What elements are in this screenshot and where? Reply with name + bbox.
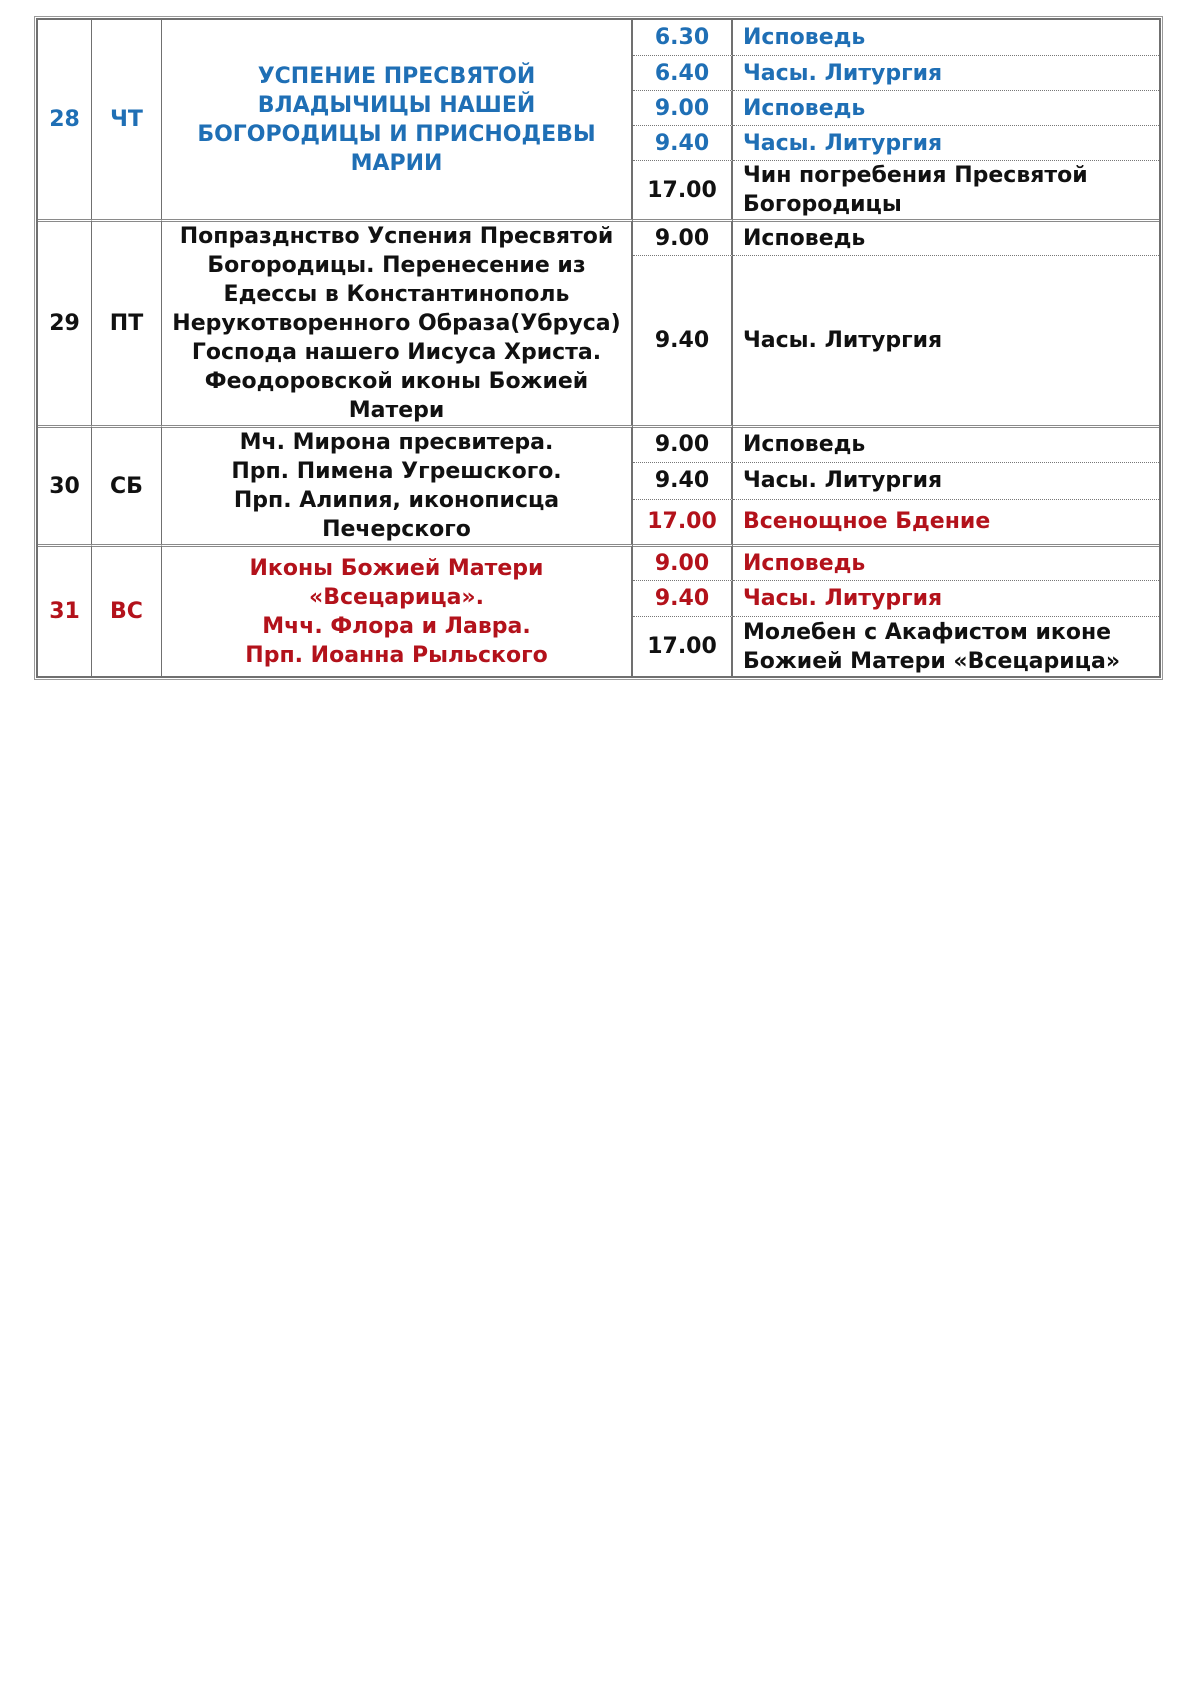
service-time: 9.40 xyxy=(633,125,733,160)
service-name-line: Молебен с Акафистом иконе xyxy=(743,619,1112,645)
day-number: 31 xyxy=(38,544,92,676)
service-time: 17.00 xyxy=(633,616,733,676)
service-name: Часы. Литургия xyxy=(733,255,1159,425)
feast-line: Прп. Алипия, иконописца xyxy=(233,488,560,513)
service-time: 6.30 xyxy=(633,20,733,55)
service-name: Часы. Литургия xyxy=(733,55,1159,90)
feast-line: МАРИИ xyxy=(350,150,443,176)
service-name: Исповедь xyxy=(743,25,866,50)
service-name: Часы. Литургия xyxy=(733,580,1159,616)
feast-line: Мч. Мирона пресвитера. xyxy=(239,430,554,455)
service-name xyxy=(733,160,1159,219)
service-time: 6.40 xyxy=(633,55,733,90)
service-time: 9.00 xyxy=(633,219,733,255)
service-time: 9.00 xyxy=(633,90,733,125)
day-number: 29 xyxy=(38,219,92,425)
schedule-table xyxy=(36,18,1161,678)
service-time: 9.40 xyxy=(633,255,733,425)
service-time: 17.00 xyxy=(633,160,733,219)
feast-line: «Всецарица». xyxy=(309,584,484,610)
service-name-line: Божией Матери «Всецарица» xyxy=(743,648,1121,674)
service-time: 9.00 xyxy=(633,425,733,462)
feast-line: Печерского xyxy=(322,517,471,542)
feast-line: УСПЕНИЕ ПРЕСВЯТОЙ xyxy=(257,63,536,89)
day-number: 30 xyxy=(38,425,92,544)
service-name-line: Богородицы xyxy=(743,192,902,217)
table-row xyxy=(38,20,1159,55)
feast-line: Попразднство Успения Пресвятой xyxy=(179,224,614,249)
service-name: Часы. Литургия xyxy=(733,125,1159,160)
weekday: СБ xyxy=(92,425,162,544)
service-name: Исповедь xyxy=(733,544,1159,580)
feast-line: Едессы в Константинополь xyxy=(223,282,570,307)
table-row xyxy=(38,425,1159,462)
service-name: Исповедь xyxy=(733,219,1159,255)
feast-line: Феодоровской иконы Божией xyxy=(204,369,589,394)
feast-line: Прп. Иоанна Рыльского xyxy=(245,642,548,668)
feast-line: Матери xyxy=(348,398,445,423)
feast-line: ВЛАДЫЧИЦЫ НАШЕЙ xyxy=(257,92,536,118)
service-time: 17.00 xyxy=(633,499,733,544)
feast-line: Прп. Пимена Угрешского. xyxy=(231,459,562,484)
feast-line: Богородицы. Перенесение из xyxy=(207,253,586,278)
table-row xyxy=(38,219,1159,255)
service-name xyxy=(733,616,1159,676)
feast-description xyxy=(162,544,633,676)
day-number: 28 xyxy=(38,20,92,219)
weekday: ПТ xyxy=(92,219,162,425)
service-time: 9.40 xyxy=(633,462,733,499)
feast-line: БОГОРОДИЦЫ И ПРИСНОДЕВЫ xyxy=(197,121,596,147)
weekday: ВС xyxy=(92,544,162,676)
service-name: Исповедь xyxy=(733,425,1159,462)
service-time: 9.00 xyxy=(633,544,733,580)
service-name: Исповедь xyxy=(733,90,1159,125)
service-name-line: Чин погребения Пресвятой xyxy=(743,163,1088,188)
feast-line: Господа нашего Иисуса Христа. xyxy=(191,340,602,365)
feast-description xyxy=(162,425,633,544)
weekday: ЧТ xyxy=(92,20,162,219)
feast-line: Иконы Божией Матери xyxy=(249,555,544,581)
service-time: 9.40 xyxy=(633,580,733,616)
service-name: Всенощное Бдение xyxy=(733,499,1159,544)
feast-description xyxy=(162,219,633,425)
feast-description xyxy=(162,20,633,219)
service-name: Часы. Литургия xyxy=(733,462,1159,499)
feast-line: Мчч. Флора и Лавра. xyxy=(262,613,531,639)
table-row xyxy=(38,544,1159,580)
feast-line: Нерукотворенного Образа(Убруса) xyxy=(172,311,621,336)
